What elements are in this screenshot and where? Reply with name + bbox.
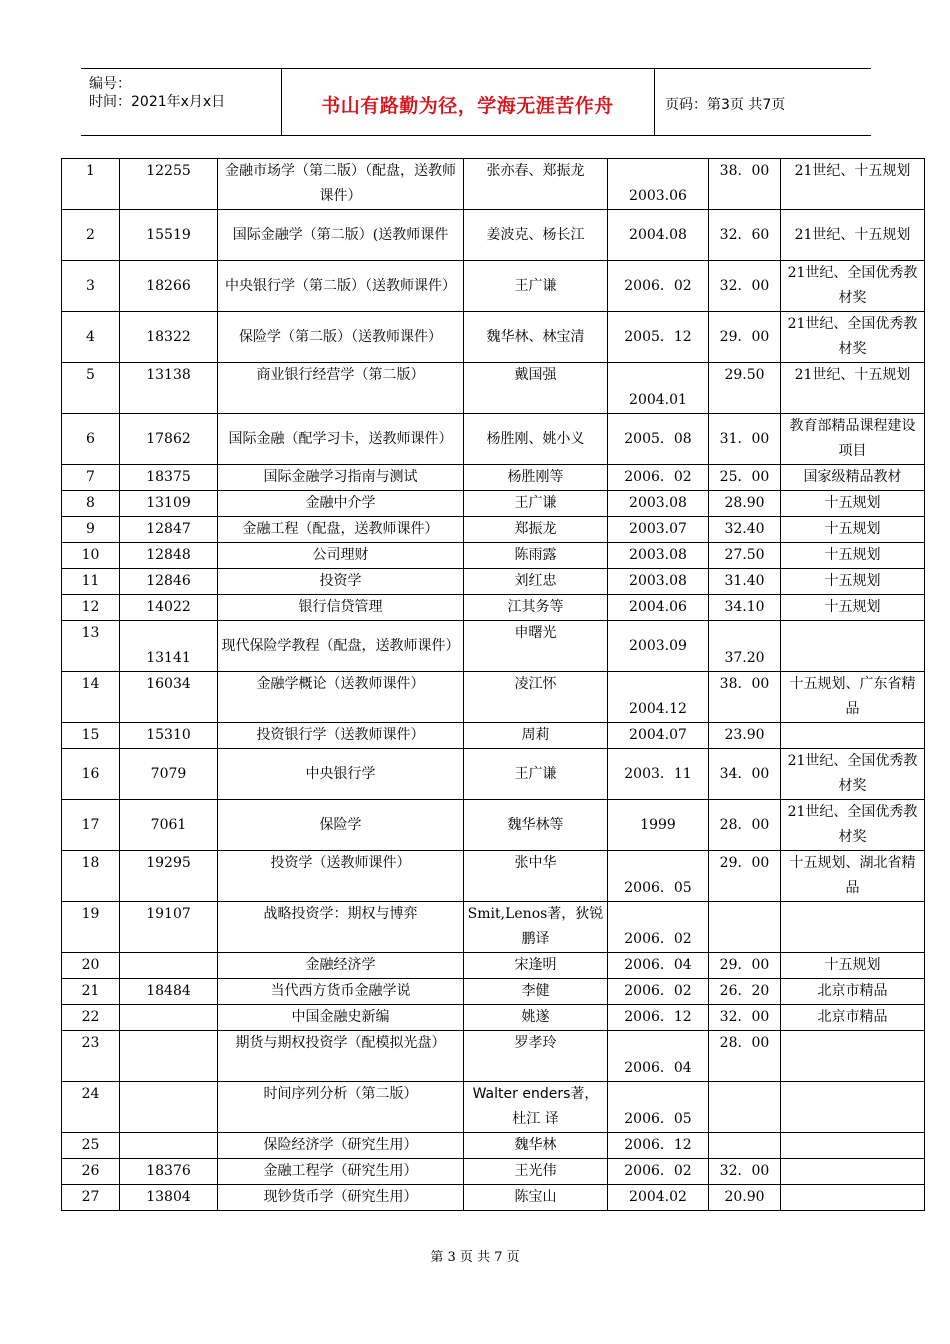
cell-note: 21世纪、十五规划: [781, 159, 925, 210]
cell-code: 7061: [120, 800, 218, 851]
cell-price: 37.20: [709, 621, 781, 672]
cell-no: 2: [62, 210, 120, 261]
cell-no: 20: [62, 953, 120, 979]
cell-price: 28．00: [709, 800, 781, 851]
cell-no: 26: [62, 1159, 120, 1185]
table-body: [62, 159, 925, 1211]
table-row: [62, 800, 925, 851]
cell-price: 29．00: [709, 851, 781, 902]
table-row: [62, 1005, 925, 1031]
cell-code: [120, 953, 218, 979]
cell-author: 宋逢明: [464, 953, 608, 979]
cell-date: 2003.07: [608, 517, 709, 543]
cell-note: 教育部精品课程建设项目: [781, 414, 925, 465]
table-row: [62, 902, 925, 953]
cell-price: 20.90: [709, 1185, 781, 1211]
page-footer: 第 3 页 共 7 页: [430, 1250, 520, 1265]
cell-author: 刘红忠: [464, 569, 608, 595]
cell-no: 17: [62, 800, 120, 851]
cell-author: 凌江怀: [464, 672, 608, 723]
cell-title: 保险学（第二版）（送教师课件）: [218, 312, 464, 363]
cell-title: 当代西方货币金融学说: [218, 979, 464, 1005]
cell-date: 2003.06: [608, 159, 709, 210]
table-row: [62, 312, 925, 363]
cell-code: [120, 1133, 218, 1159]
cell-date: 2004.12: [608, 672, 709, 723]
cell-author: 罗孝玲: [464, 1031, 608, 1082]
cell-title: 金融经济学: [218, 953, 464, 979]
cell-date: 2006．04: [608, 1031, 709, 1082]
cell-code: 18375: [120, 465, 218, 491]
cell-author: 陈宝山: [464, 1185, 608, 1211]
cell-title: 投资银行学（送教师课件）: [218, 723, 464, 749]
cell-title: 保险学: [218, 800, 464, 851]
table-row: [62, 543, 925, 569]
cell-code: 18484: [120, 979, 218, 1005]
cell-title: 战略投资学：期权与博弈: [218, 902, 464, 953]
cell-code: [120, 1031, 218, 1082]
cell-date: 2006．02: [608, 261, 709, 312]
cell-date: 2005．08: [608, 414, 709, 465]
table-row: [62, 517, 925, 543]
cell-note: [781, 1159, 925, 1185]
cell-note: 十五规划: [781, 569, 925, 595]
cell-price: 29.50: [709, 363, 781, 414]
cell-price: 29．00: [709, 312, 781, 363]
cell-author: 魏华林、林宝清: [464, 312, 608, 363]
table-row: [62, 595, 925, 621]
cell-code: [120, 1082, 218, 1133]
cell-note: 21世纪、全国优秀教材奖: [781, 800, 925, 851]
cell-author: 李健: [464, 979, 608, 1005]
cell-no: 24: [62, 1082, 120, 1133]
cell-note: [781, 1185, 925, 1211]
cell-title: 国际金融学习指南与测试: [218, 465, 464, 491]
cell-code: 16034: [120, 672, 218, 723]
cell-date: 2006．05: [608, 851, 709, 902]
cell-author: 郑振龙: [464, 517, 608, 543]
cell-price: 34.10: [709, 595, 781, 621]
cell-note: 21世纪、全国优秀教材奖: [781, 261, 925, 312]
cell-author: 王光伟: [464, 1159, 608, 1185]
table-row: [62, 363, 925, 414]
table-row: [62, 159, 925, 210]
cell-note: 21世纪、全国优秀教材奖: [781, 749, 925, 800]
cell-no: 11: [62, 569, 120, 595]
cell-price: 32．00: [709, 261, 781, 312]
cell-title: 银行信贷管理: [218, 595, 464, 621]
header-motto: 书山有路勤为径，学海无涯苦作舟: [321, 95, 614, 117]
cell-code: 18266: [120, 261, 218, 312]
cell-price: [709, 902, 781, 953]
cell-note: 国家级精品教材: [781, 465, 925, 491]
cell-date: 2004.01: [608, 363, 709, 414]
document-number-label: 编号：: [89, 76, 131, 92]
cell-code: 13141: [120, 621, 218, 672]
cell-author: 戴国强: [464, 363, 608, 414]
cell-date: 2006．02: [608, 1159, 709, 1185]
cell-title: 中国金融史新编: [218, 1005, 464, 1031]
cell-note: 十五规划: [781, 517, 925, 543]
table-row: [62, 465, 925, 491]
cell-title: 投资学（送教师课件）: [218, 851, 464, 902]
cell-title: 金融工程学（研究生用）: [218, 1159, 464, 1185]
cell-note: 十五规划: [781, 543, 925, 569]
cell-note: 十五规划: [781, 953, 925, 979]
cell-code: 14022: [120, 595, 218, 621]
cell-no: 10: [62, 543, 120, 569]
cell-price: 38．00: [709, 672, 781, 723]
cell-no: 14: [62, 672, 120, 723]
cell-no: 23: [62, 1031, 120, 1082]
table-row: [62, 1133, 925, 1159]
table-row: [62, 953, 925, 979]
page-header: [81, 68, 871, 136]
cell-author: 魏华林: [464, 1133, 608, 1159]
cell-title: 金融市场学（第二版）（配盘，送教师课件）: [218, 159, 464, 210]
cell-price: 28.90: [709, 491, 781, 517]
cell-price: 26．20: [709, 979, 781, 1005]
cell-no: 12: [62, 595, 120, 621]
table-row: [62, 1185, 925, 1211]
cell-price: 32.40: [709, 517, 781, 543]
cell-title: 保险经济学（研究生用）: [218, 1133, 464, 1159]
cell-no: 16: [62, 749, 120, 800]
cell-date: 2004.06: [608, 595, 709, 621]
cell-no: 13: [62, 621, 120, 672]
cell-no: 1: [62, 159, 120, 210]
cell-note: 21世纪、全国优秀教材奖: [781, 312, 925, 363]
cell-author: 姜波克、杨长江: [464, 210, 608, 261]
cell-author: 王广谦: [464, 749, 608, 800]
cell-code: 15519: [120, 210, 218, 261]
cell-price: 28．00: [709, 1031, 781, 1082]
header-page-cell: [655, 69, 871, 135]
cell-title: 现钞货币学（研究生用）: [218, 1185, 464, 1211]
cell-date: 2006．05: [608, 1082, 709, 1133]
table-row: [62, 491, 925, 517]
cell-title: 国际金融学（第二版）(送教师课件: [218, 210, 464, 261]
cell-no: 3: [62, 261, 120, 312]
cell-no: 4: [62, 312, 120, 363]
cell-title: 公司理财: [218, 543, 464, 569]
cell-title: 现代保险学教程（配盘，送教师课件）: [218, 621, 464, 672]
cell-price: 25．00: [709, 465, 781, 491]
cell-note: [781, 621, 925, 672]
cell-date: 2004.07: [608, 723, 709, 749]
cell-code: 12846: [120, 569, 218, 595]
cell-title: 中央银行学（第二版）（送教师课件）: [218, 261, 464, 312]
table-row: [62, 210, 925, 261]
cell-author: 周莉: [464, 723, 608, 749]
cell-note: 十五规划、广东省精品: [781, 672, 925, 723]
cell-note: 北京市精品: [781, 979, 925, 1005]
table-row: [62, 1082, 925, 1133]
cell-price: [709, 1133, 781, 1159]
cell-date: 2003.08: [608, 543, 709, 569]
cell-title: 金融工程（配盘，送教师课件）: [218, 517, 464, 543]
cell-code: 12848: [120, 543, 218, 569]
table-row: [62, 414, 925, 465]
cell-price: 32．00: [709, 1005, 781, 1031]
cell-date: 2005．12: [608, 312, 709, 363]
cell-no: 27: [62, 1185, 120, 1211]
table-row: [62, 979, 925, 1005]
cell-title: 期货与期权投资学（配模拟光盘）: [218, 1031, 464, 1082]
cell-date: 2003.08: [608, 491, 709, 517]
cell-code: 19295: [120, 851, 218, 902]
cell-price: 27.50: [709, 543, 781, 569]
cell-date: 1999: [608, 800, 709, 851]
cell-author: 姚遂: [464, 1005, 608, 1031]
cell-note: 21世纪、十五规划: [781, 210, 925, 261]
cell-code: 17862: [120, 414, 218, 465]
cell-date: 2006．12: [608, 1133, 709, 1159]
cell-note: [781, 1082, 925, 1133]
table-row: [62, 621, 925, 672]
cell-author: 张中华: [464, 851, 608, 902]
cell-code: 19107: [120, 902, 218, 953]
cell-note: 北京市精品: [781, 1005, 925, 1031]
cell-no: 9: [62, 517, 120, 543]
table-row: [62, 261, 925, 312]
cell-code: 18322: [120, 312, 218, 363]
cell-code: 7079: [120, 749, 218, 800]
cell-title: 中央银行学: [218, 749, 464, 800]
cell-note: 十五规划: [781, 491, 925, 517]
cell-price: 32．60: [709, 210, 781, 261]
cell-code: 15310: [120, 723, 218, 749]
cell-author: 杨胜刚等: [464, 465, 608, 491]
cell-code: 13138: [120, 363, 218, 414]
cell-date: 2006．04: [608, 953, 709, 979]
cell-price: 31.40: [709, 569, 781, 595]
header-info-cell: [81, 69, 282, 135]
cell-author: 王广谦: [464, 491, 608, 517]
cell-no: 21: [62, 979, 120, 1005]
table-row: [62, 1031, 925, 1082]
cell-author: Smit,Lenos著，狄锐鹏译: [464, 902, 608, 953]
cell-code: 18376: [120, 1159, 218, 1185]
cell-note: [781, 723, 925, 749]
cell-author: 王广谦: [464, 261, 608, 312]
cell-title: 金融学概论（送教师课件）: [218, 672, 464, 723]
cell-price: 34．00: [709, 749, 781, 800]
cell-author: 江其务等: [464, 595, 608, 621]
cell-no: 18: [62, 851, 120, 902]
cell-no: 6: [62, 414, 120, 465]
cell-title: 投资学: [218, 569, 464, 595]
cell-price: [709, 1082, 781, 1133]
cell-title: 商业银行经营学（第二版）: [218, 363, 464, 414]
cell-no: 22: [62, 1005, 120, 1031]
cell-code: 13109: [120, 491, 218, 517]
cell-code: 12255: [120, 159, 218, 210]
cell-no: 8: [62, 491, 120, 517]
cell-note: 21世纪、十五规划: [781, 363, 925, 414]
cell-code: [120, 1005, 218, 1031]
cell-note: [781, 902, 925, 953]
cell-date: 2004.08: [608, 210, 709, 261]
cell-note: [781, 1031, 925, 1082]
cell-note: [781, 1133, 925, 1159]
header-motto-cell: [281, 69, 655, 135]
textbook-table: [61, 158, 925, 1211]
cell-author: 申曙光: [464, 621, 608, 672]
table-row: [62, 749, 925, 800]
cell-date: 2003.09: [608, 621, 709, 672]
cell-date: 2004.02: [608, 1185, 709, 1211]
cell-author: Walter enders著，杜江 译: [464, 1082, 608, 1133]
cell-date: 2006．02: [608, 465, 709, 491]
cell-price: 23.90: [709, 723, 781, 749]
cell-price: 29．00: [709, 953, 781, 979]
cell-note: 十五规划、湖北省精品: [781, 851, 925, 902]
cell-no: 25: [62, 1133, 120, 1159]
cell-price: 31．00: [709, 414, 781, 465]
document-time-label: 时间：2021年x月x日: [89, 94, 226, 110]
table-row: [62, 569, 925, 595]
cell-author: 魏华林等: [464, 800, 608, 851]
header-page-label: 页码：第3页 共7页: [665, 97, 786, 113]
cell-code: 13804: [120, 1185, 218, 1211]
cell-no: 19: [62, 902, 120, 953]
cell-price: 38．00: [709, 159, 781, 210]
table-row: [62, 723, 925, 749]
cell-code: 12847: [120, 517, 218, 543]
cell-no: 15: [62, 723, 120, 749]
cell-price: 32．00: [709, 1159, 781, 1185]
cell-author: 陈雨露: [464, 543, 608, 569]
cell-title: 金融中介学: [218, 491, 464, 517]
table-row: [62, 851, 925, 902]
table-row: [62, 672, 925, 723]
cell-author: 杨胜刚、姚小义: [464, 414, 608, 465]
cell-date: 2006．02: [608, 979, 709, 1005]
cell-title: 时间序列分析（第二版）: [218, 1082, 464, 1133]
cell-date: 2003．11: [608, 749, 709, 800]
cell-date: 2003.08: [608, 569, 709, 595]
cell-date: 2006．02: [608, 902, 709, 953]
cell-no: 7: [62, 465, 120, 491]
table-row: [62, 1159, 925, 1185]
cell-date: 2006．12: [608, 1005, 709, 1031]
cell-author: 张亦春、郑振龙: [464, 159, 608, 210]
cell-note: 十五规划: [781, 595, 925, 621]
cell-no: 5: [62, 363, 120, 414]
cell-title: 国际金融（配学习卡，送教师课件）: [218, 414, 464, 465]
